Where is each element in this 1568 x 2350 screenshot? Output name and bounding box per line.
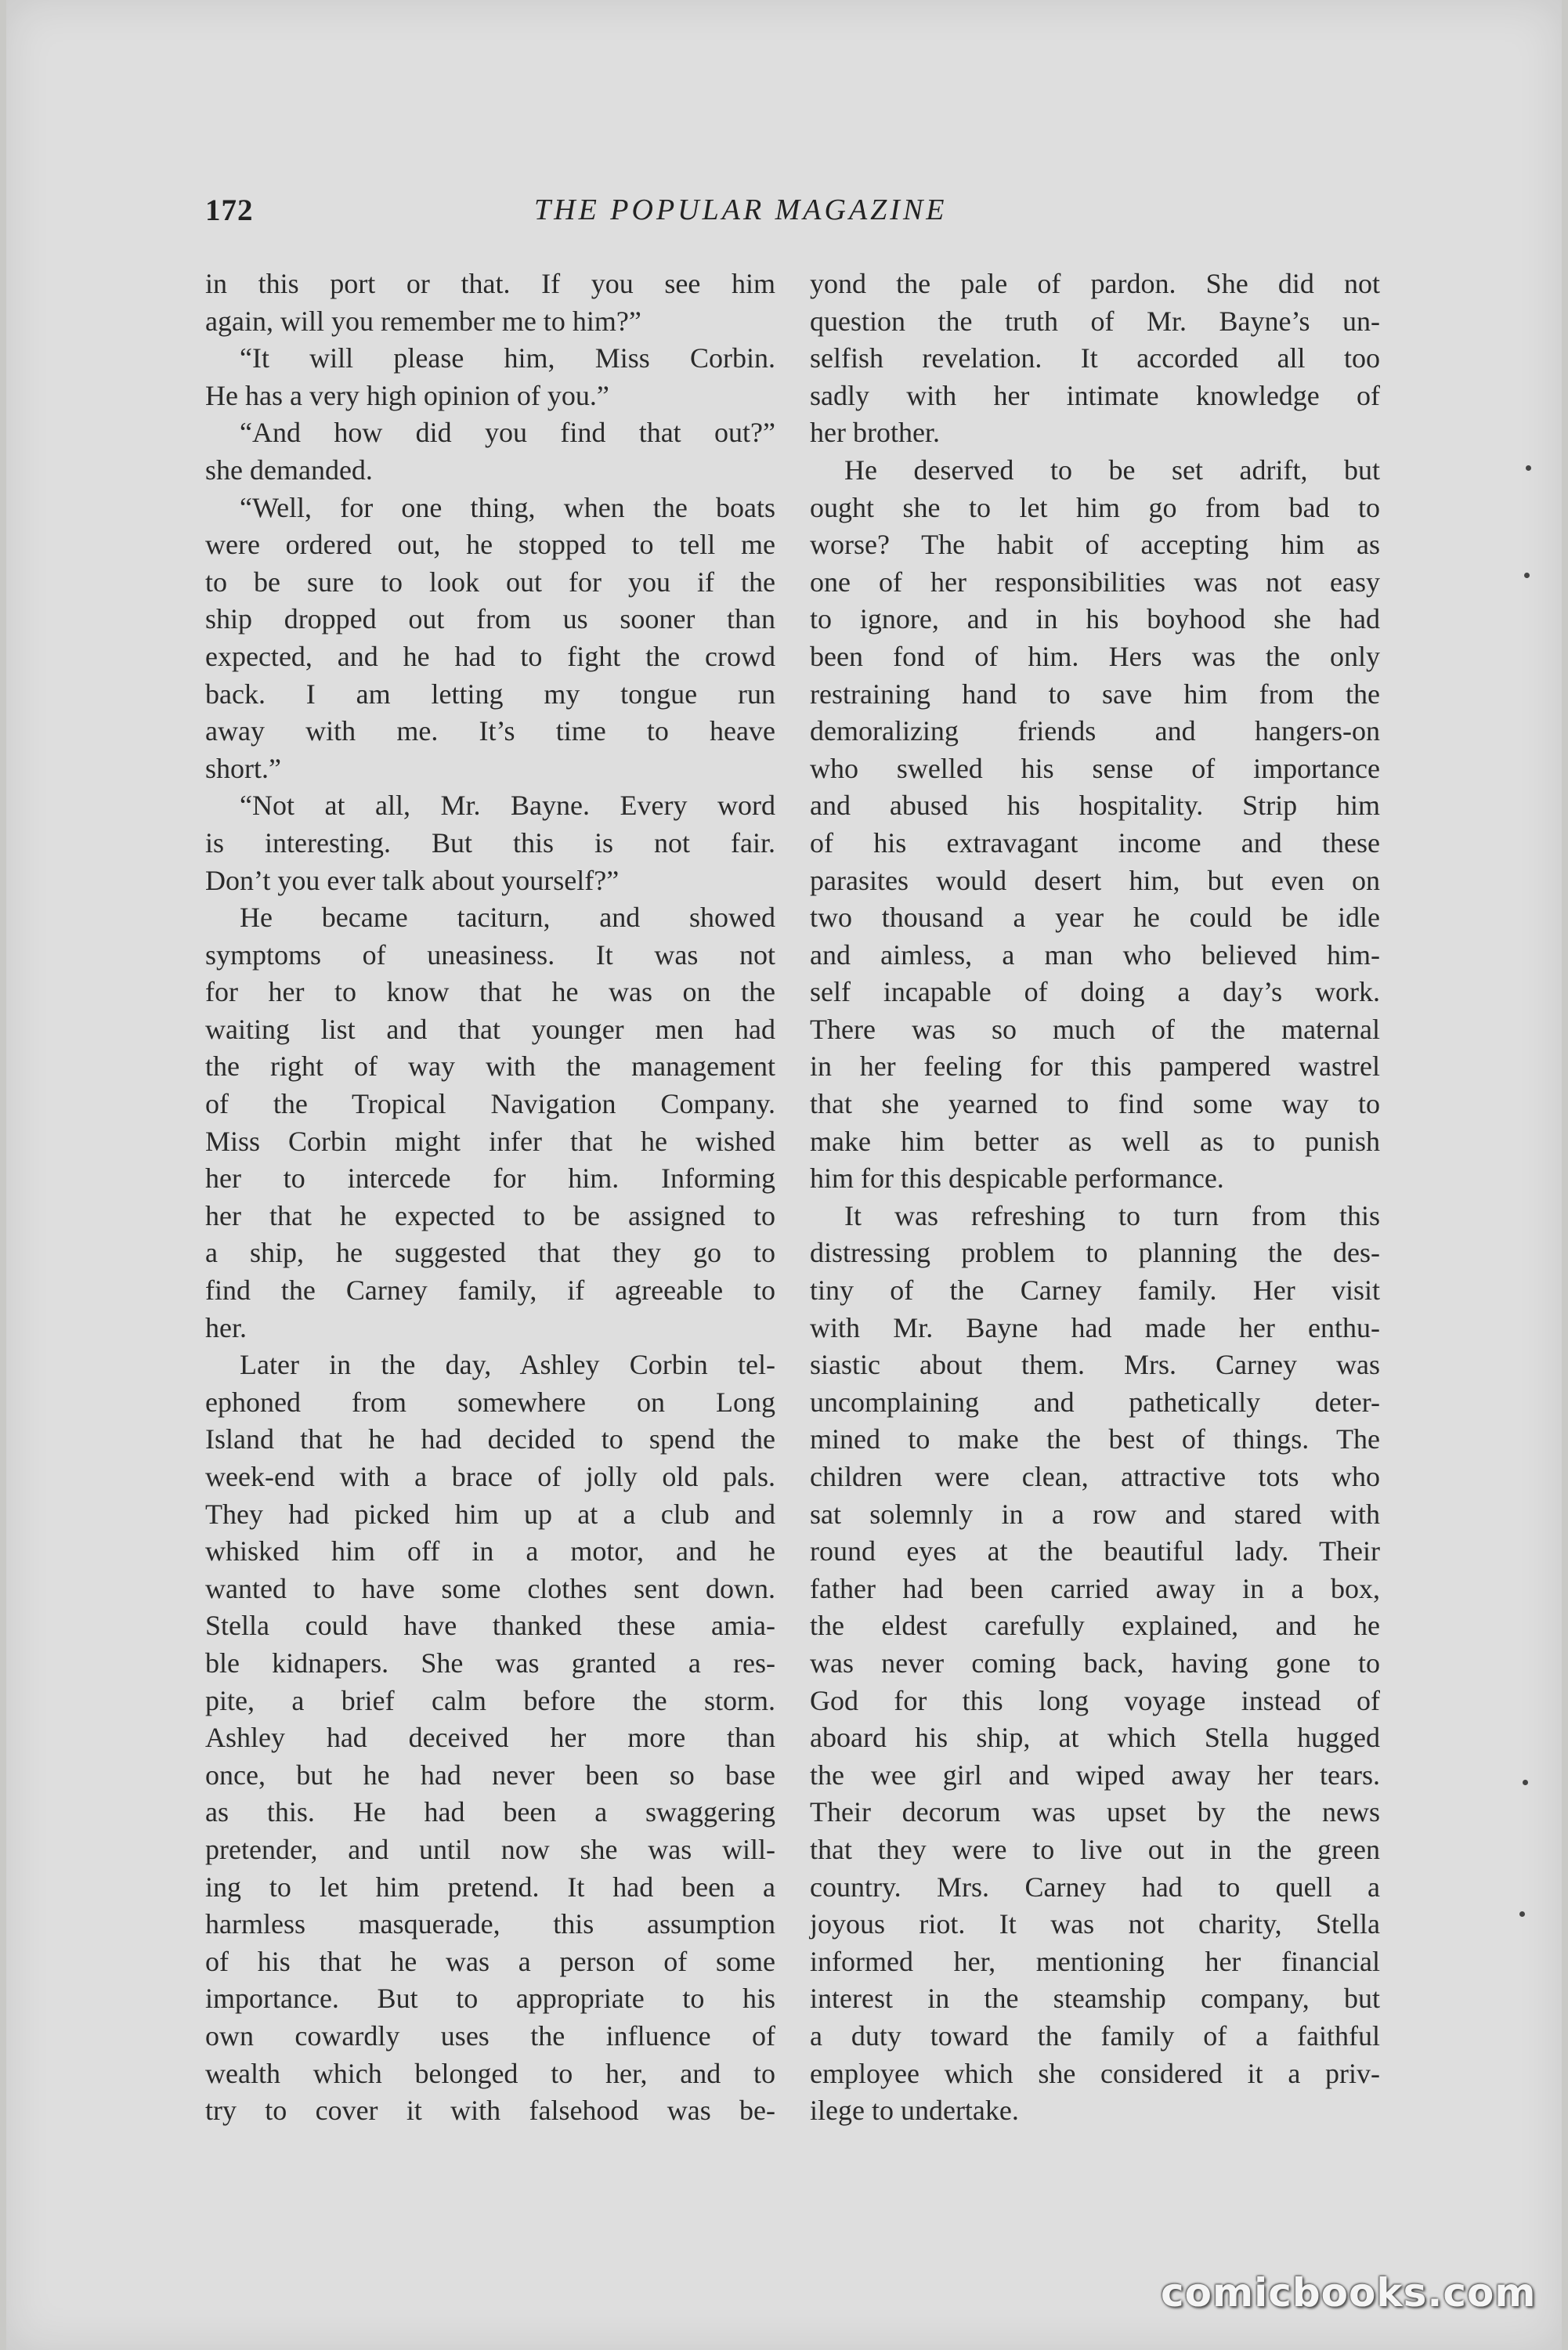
text-line: country. Mrs. Carney had to quell a [810, 1871, 1380, 1903]
text-line: find the Carney family, if agreeable to [205, 1274, 775, 1307]
text-line: ship dropped out from us sooner than [205, 603, 775, 635]
text-line: It was refreshing to turn from this [844, 1199, 1380, 1231]
text-line: “And how did you find that out?” [240, 417, 775, 449]
text-line: that she yearned to find some way to [810, 1088, 1380, 1120]
text-line: her to intercede for him. Informing [205, 1162, 775, 1195]
text-line: who swelled his sense of importance [810, 752, 1380, 784]
text-line: parasites would desert him, but even on [810, 864, 1380, 896]
text-line: to be sure to look out for you if the [205, 566, 775, 598]
text-line: wanted to have some clothes sent down. [205, 1572, 775, 1604]
text-line: Ashley had deceived her more than [205, 1722, 775, 1754]
text-line: yond the pale of pardon. She did not [810, 268, 1380, 299]
text-line: as this. He had been a swaggering [205, 1796, 775, 1828]
running-title: THE POPULAR MAGAZINE [534, 193, 948, 226]
text-line: waiting list and that younger men had [205, 1013, 775, 1045]
text-line: away with me. It’s time to heave [205, 715, 775, 747]
text-line: short.” [205, 752, 281, 784]
text-line: interest in the steamship company, but [810, 1983, 1380, 2015]
text-line: question the truth of Mr. Bayne’s un- [810, 305, 1380, 337]
text-line: to ignore, and in his boyhood she had [810, 603, 1380, 635]
text-line: for her to know that he was on the [205, 976, 775, 1008]
text-line: ilege to undertake. [810, 2095, 1019, 2127]
text-line: “Well, for one thing, when the boats [240, 491, 775, 523]
text-line: a ship, he suggested that they go to [205, 1237, 775, 1269]
text-line: pretender, and until now she was will- [205, 1833, 775, 1865]
text-line: Island that he had decided to spend the [205, 1423, 775, 1455]
text-line: ble kidnapers. She was granted a res- [205, 1647, 775, 1679]
text-line: of his extravagant income and these [810, 826, 1380, 859]
text-line: Later in the day, Ashley Corbin tel- [240, 1349, 775, 1381]
text-line: Don’t you ever talk about yourself?” [205, 864, 620, 896]
page-number: 172 [205, 193, 254, 227]
text-line: week-end with a brace of jolly old pals. [205, 1461, 775, 1492]
text-line: her that he expected to be assigned to [205, 1199, 775, 1231]
watermark-logo: comicbooks.com [1161, 2270, 1537, 2316]
text-line: “Not at all, Mr. Bayne. Every word [240, 790, 775, 822]
text-line: is interesting. But this is not fair. [205, 826, 775, 859]
text-line: father had been carried away in a box, [810, 1572, 1380, 1604]
text-line: with Mr. Bayne had made her enthu- [810, 1311, 1380, 1343]
magazine-page [6, 0, 1562, 2350]
text-line: He deserved to be set adrift, but [844, 454, 1380, 486]
text-line: one of her responsibilities was not easy [810, 566, 1380, 598]
text-line: There was so much of the maternal [810, 1013, 1380, 1045]
text-line: whisked him off in a motor, and he [205, 1535, 775, 1567]
text-line: sadly with her intimate knowledge of [810, 379, 1380, 411]
text-line: mined to make the best of things. The [810, 1423, 1380, 1455]
text-line: and abused his hospitality. Strip him [810, 790, 1380, 822]
text-line: worse? The habit of accepting him as [810, 529, 1380, 561]
text-line: Stella could have thanked these amia- [205, 1610, 775, 1642]
text-line: He became taciturn, and showed [240, 902, 775, 934]
text-line: that they were to live out in the green [810, 1833, 1380, 1865]
text-line: tiny of the Carney family. Her visit [810, 1274, 1380, 1307]
text-line: distressing problem to planning the des- [810, 1237, 1380, 1269]
text-line: the wee girl and wiped away her tears. [810, 1759, 1380, 1791]
text-line: wealth which belonged to her, and to [205, 2057, 775, 2089]
text-line: him for this despicable performance. [810, 1162, 1224, 1195]
right-text-column [810, 266, 1380, 2130]
text-line: was never coming back, having gone to [810, 1647, 1380, 1679]
text-line: ought she to let him go from bad to [810, 491, 1380, 523]
text-line: They had picked him up at a club and [205, 1498, 775, 1530]
text-line: two thousand a year he could be idle [810, 902, 1380, 934]
text-line: siastic about them. Mrs. Carney was [810, 1349, 1380, 1381]
text-line: once, but he had never been so base [205, 1759, 775, 1791]
text-line: symptoms of uneasiness. It was not [205, 938, 775, 971]
text-line: pite, a brief calm before the storm. [205, 1684, 775, 1716]
text-line: in her feeling for this pampered wastrel [810, 1050, 1380, 1083]
text-line: ing to let him pretend. It had been a [205, 1871, 775, 1903]
text-line: demoralizing friends and hangers-on [810, 715, 1380, 747]
text-line: own cowardly uses the influence of [205, 2019, 775, 2052]
left-text-column [205, 266, 775, 2130]
text-line: her. [205, 1311, 247, 1343]
text-line: children were clean, attractive tots who [810, 1461, 1380, 1492]
text-line: selfish revelation. It accorded all too [810, 342, 1380, 374]
text-line: joyous riot. It was not charity, Stella [810, 1908, 1380, 1940]
text-line: harmless masquerade, this assumption [205, 1908, 775, 1940]
text-line: again, will you remember me to him?” [205, 305, 641, 337]
text-line: and aimless, a man who believed him- [810, 938, 1380, 971]
text-line: He has a very high opinion of you.” [205, 379, 609, 411]
text-line: round eyes at the beautiful lady. Their [810, 1535, 1380, 1567]
text-line: of his that he was a person of some [205, 1945, 775, 1977]
page-header [205, 193, 1380, 240]
text-line: a duty toward the family of a faithful [810, 2019, 1380, 2052]
text-line: been fond of him. Hers was the only [810, 640, 1380, 672]
text-line: ephoned from somewhere on Long [205, 1386, 775, 1418]
text-line: restraining hand to save him from the [810, 678, 1380, 710]
text-line: “It will please him, Miss Corbin. [240, 342, 775, 374]
text-line: make him better as well as to punish [810, 1125, 1380, 1157]
text-line: importance. But to appropriate to his [205, 1983, 775, 2015]
text-line: Miss Corbin might infer that he wished [205, 1125, 775, 1157]
text-line: uncomplaining and pathetically deter- [810, 1386, 1380, 1418]
text-line: the right of way with the management [205, 1050, 775, 1083]
text-line: back. I am letting my tongue run [205, 678, 775, 710]
text-line: of the Tropical Navigation Company. [205, 1088, 775, 1120]
text-line: Their decorum was upset by the news [810, 1796, 1380, 1828]
text-line: in this port or that. If you see him [205, 268, 775, 299]
text-line: sat solemnly in a row and stared with [810, 1498, 1380, 1530]
text-line: her brother. [810, 417, 940, 449]
text-line: God for this long voyage instead of [810, 1684, 1380, 1716]
text-line: the eldest carefully explained, and he [810, 1610, 1380, 1642]
text-line: self incapable of doing a day’s work. [810, 976, 1380, 1008]
text-line: employee which she considered it a priv- [810, 2057, 1380, 2089]
text-line: aboard his ship, at which Stella hugged [810, 1722, 1380, 1754]
text-line: informed her, mentioning her financial [810, 1945, 1380, 1977]
text-line: were ordered out, he stopped to tell me [205, 529, 775, 561]
text-line: expected, and he had to fight the crowd [205, 640, 775, 672]
text-line: she demanded. [205, 454, 373, 486]
text-line: try to cover it with falsehood was be- [205, 2095, 775, 2127]
